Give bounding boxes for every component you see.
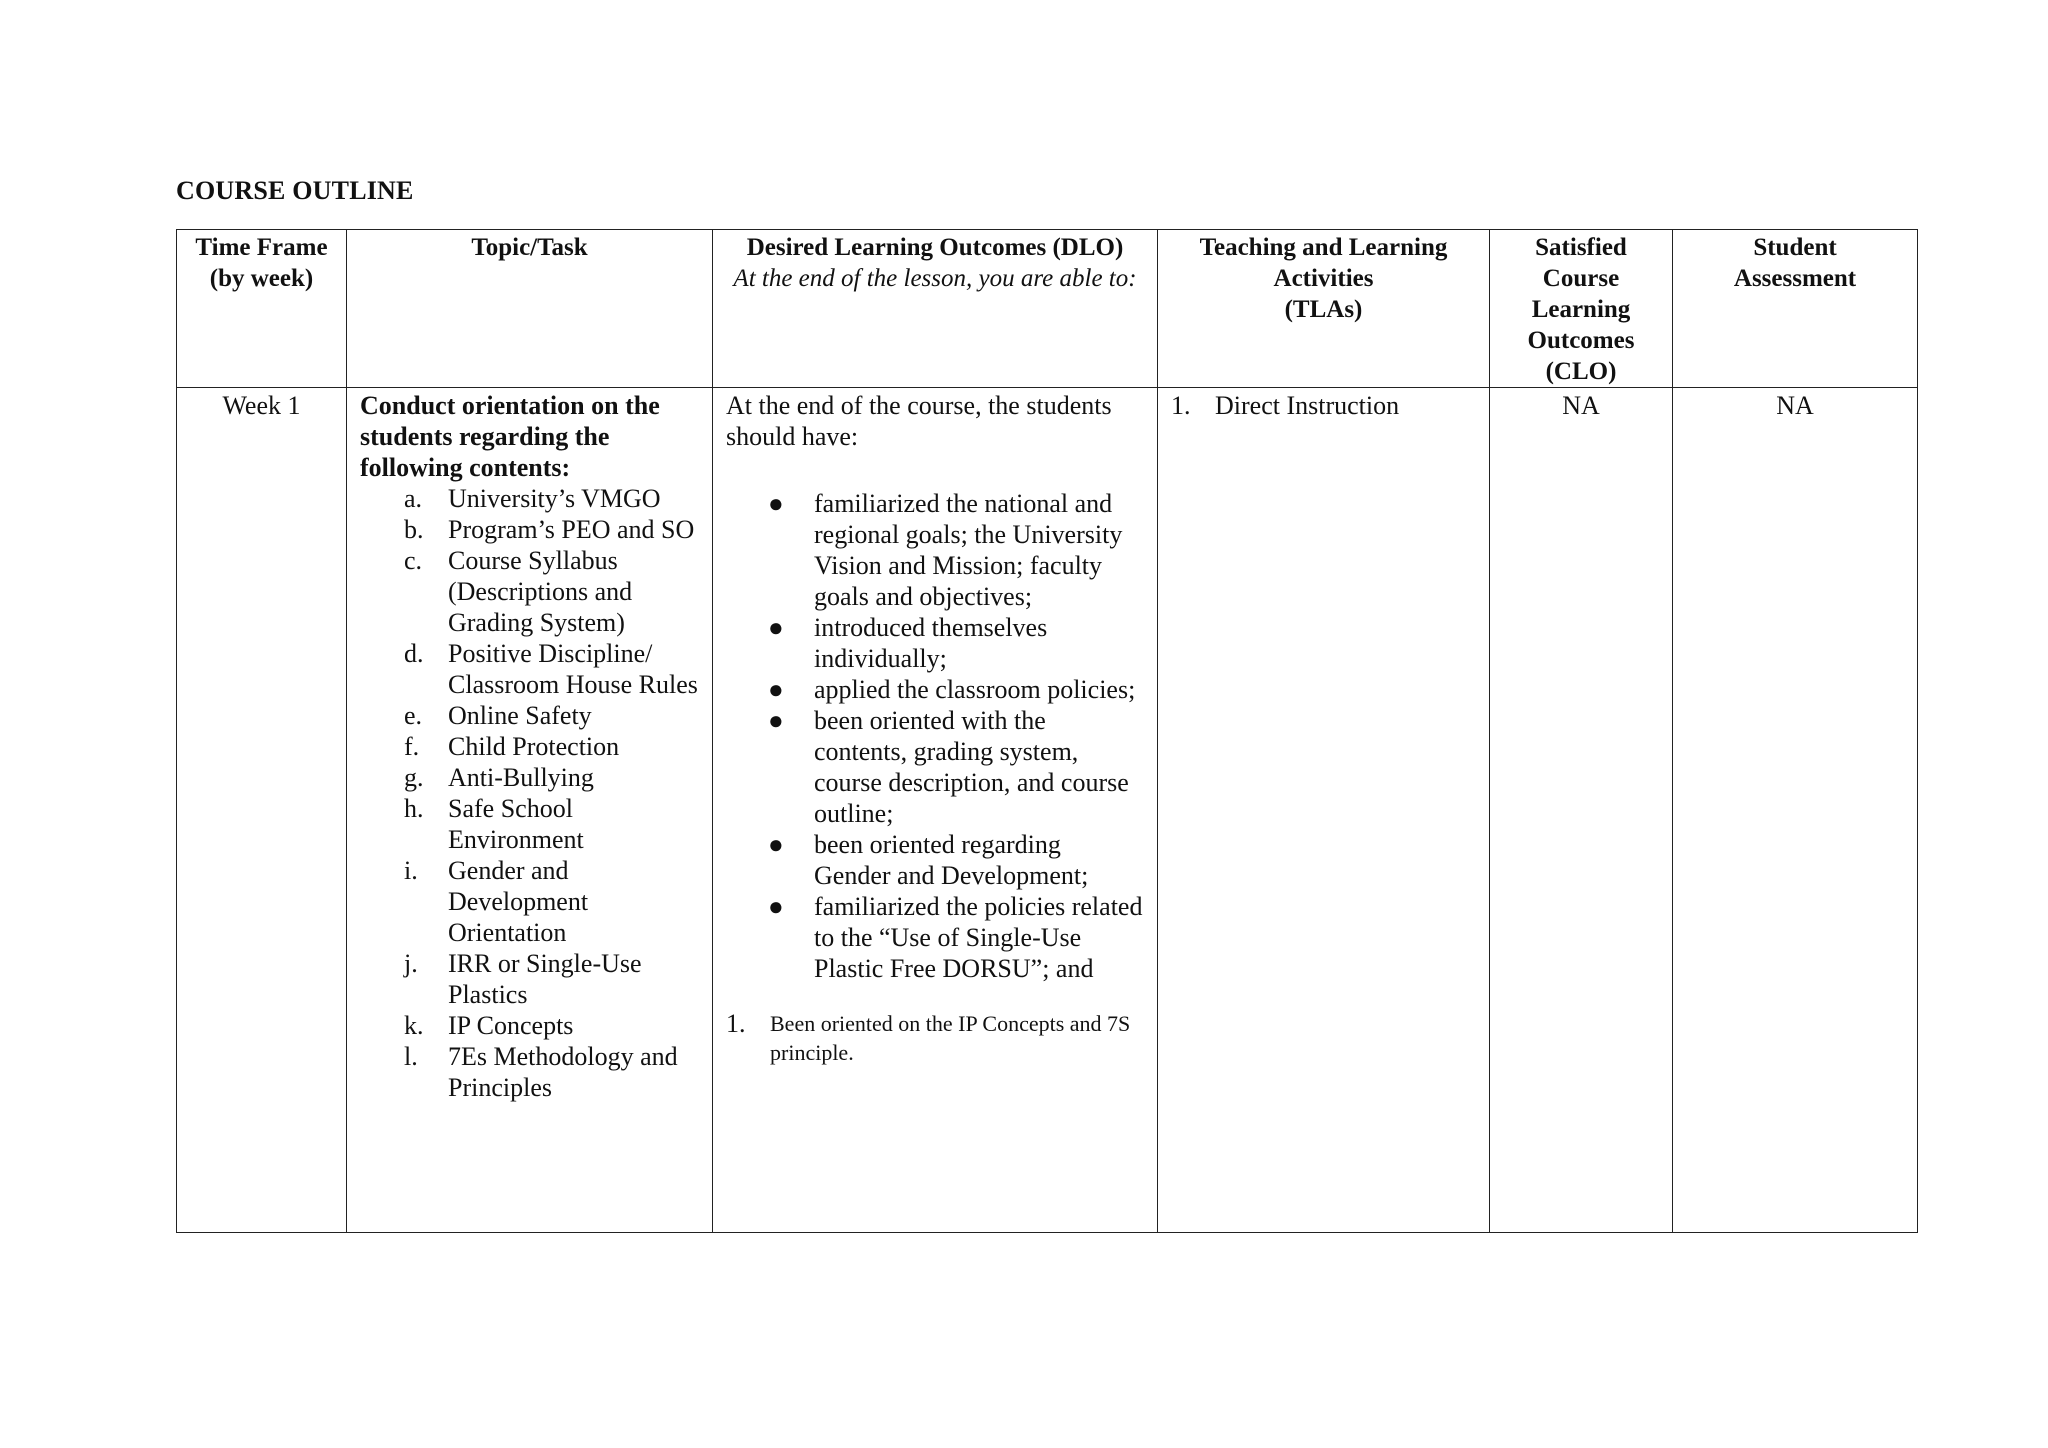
header-tla-abbr: (TLAs) — [1284, 296, 1363, 323]
bullet-icon: ● — [768, 892, 784, 921]
header-topic — [347, 230, 713, 388]
header-tla-label: Teaching and Learning Activities — [1199, 234, 1448, 292]
tla-text: Direct Instruction — [1215, 391, 1400, 420]
list-item-text: University’s VMGO — [448, 484, 661, 513]
list-marker: i. — [404, 856, 418, 885]
page-title: COURSE OUTLINE — [176, 176, 414, 205]
list-marker: f. — [404, 732, 420, 761]
cell-week: Week 1 — [177, 388, 347, 1233]
bullet-icon: ● — [768, 613, 784, 642]
list-marker: c. — [404, 546, 423, 575]
tla-item — [1171, 390, 1477, 421]
list-item-text: Positive Discipline/ Classroom House Rules — [448, 639, 698, 699]
list-marker: l. — [404, 1042, 418, 1071]
list-item — [768, 674, 1143, 705]
list-item-text: introduced themselves individually; — [814, 613, 1048, 673]
bullet-icon: ● — [768, 830, 784, 859]
list-item — [404, 514, 700, 545]
list-item-text: familiarized the policies related to the “Use of Single-Use Plastic Free DORSU”; and — [814, 892, 1143, 983]
topic-lead: Conduct orientation on the students regarding the following contents: — [360, 391, 660, 482]
header-time-frame-label: Time Frame (by week) — [195, 234, 328, 292]
header-assessment-label: Student Assessment — [1733, 234, 1857, 292]
list-item — [404, 731, 700, 762]
list-marker: g. — [404, 763, 424, 792]
list-item — [404, 762, 700, 793]
list-item — [768, 705, 1143, 829]
course-outline-table — [176, 229, 1918, 1233]
list-item-text: Safe School Environment — [448, 794, 584, 854]
list-marker: b. — [404, 515, 424, 544]
bullet-icon: ● — [768, 489, 784, 518]
dlo-final-item — [726, 1009, 1143, 1067]
list-item — [404, 638, 700, 700]
header-topic-label: Topic/Task — [471, 234, 588, 261]
cell-assessment: NA — [1673, 388, 1918, 1233]
list-item — [404, 483, 700, 514]
list-item-text: Anti-Bullying — [448, 763, 594, 792]
list-item — [404, 545, 700, 638]
list-item — [404, 793, 700, 855]
list-item-text: IP Concepts — [448, 1011, 574, 1040]
header-dlo — [713, 230, 1158, 388]
list-item-text: 7Es Methodology and Principles — [448, 1042, 678, 1102]
topic-list — [360, 483, 700, 1103]
list-marker: j. — [404, 949, 418, 978]
dlo-bullet-list — [726, 488, 1143, 984]
list-item-text: been oriented with the contents, grading system, course description, and course outline; — [814, 706, 1129, 828]
list-item-text: familiarized the national and regional goals; the University Vision and Mission; faculty goals and objectives; — [814, 489, 1123, 611]
list-marker: h. — [404, 794, 424, 823]
header-assessment — [1673, 230, 1918, 388]
table-row — [177, 388, 1918, 1233]
list-item-text: Course Syllabus (Descriptions and Grading System) — [448, 546, 633, 637]
list-item-text: Program’s PEO and SO — [448, 515, 695, 544]
list-item — [404, 855, 700, 948]
header-dlo-subtitle: At the end of the lesson, you are able to: — [733, 265, 1137, 292]
bullet-icon: ● — [768, 706, 784, 735]
list-item-text: applied the classroom policies; — [814, 675, 1136, 704]
list-item-text: been oriented regarding Gender and Development; — [814, 830, 1089, 890]
cell-tla — [1158, 388, 1490, 1233]
list-item-text: Online Safety — [448, 701, 592, 730]
list-item — [768, 488, 1143, 612]
list-item — [768, 891, 1143, 984]
list-item — [404, 1041, 700, 1103]
bullet-icon: ● — [768, 675, 784, 704]
header-dlo-label: Desired Learning Outcomes (DLO) — [746, 234, 1124, 261]
list-marker: 1. — [1171, 391, 1191, 420]
header-row — [177, 230, 1918, 388]
list-marker: d. — [404, 639, 424, 668]
list-marker: e. — [404, 701, 423, 730]
list-item-text: IRR or Single-Use Plastics — [448, 949, 642, 1009]
list-marker: 1. — [726, 1009, 746, 1038]
list-item — [404, 948, 700, 1010]
cell-dlo — [713, 388, 1158, 1233]
list-item — [768, 612, 1143, 674]
list-item — [768, 829, 1143, 891]
cell-clo: NA — [1490, 388, 1673, 1233]
header-clo-label: Satisfied Course Learning Outcomes (CLO) — [1527, 234, 1635, 385]
dlo-intro: At the end of the course, the students should have: — [726, 391, 1112, 451]
list-marker: a. — [404, 484, 423, 513]
list-item-text: Gender and Development Orientation — [448, 856, 589, 947]
header-tla — [1158, 230, 1490, 388]
list-item-text: Child Protection — [448, 732, 620, 761]
list-item — [404, 1010, 700, 1041]
cell-topic — [347, 388, 713, 1233]
header-clo — [1490, 230, 1673, 388]
dlo-final-text: Been oriented on the IP Concepts and 7S principle. — [770, 1011, 1131, 1065]
list-marker: k. — [404, 1011, 424, 1040]
header-time-frame — [177, 230, 347, 388]
list-item — [404, 700, 700, 731]
